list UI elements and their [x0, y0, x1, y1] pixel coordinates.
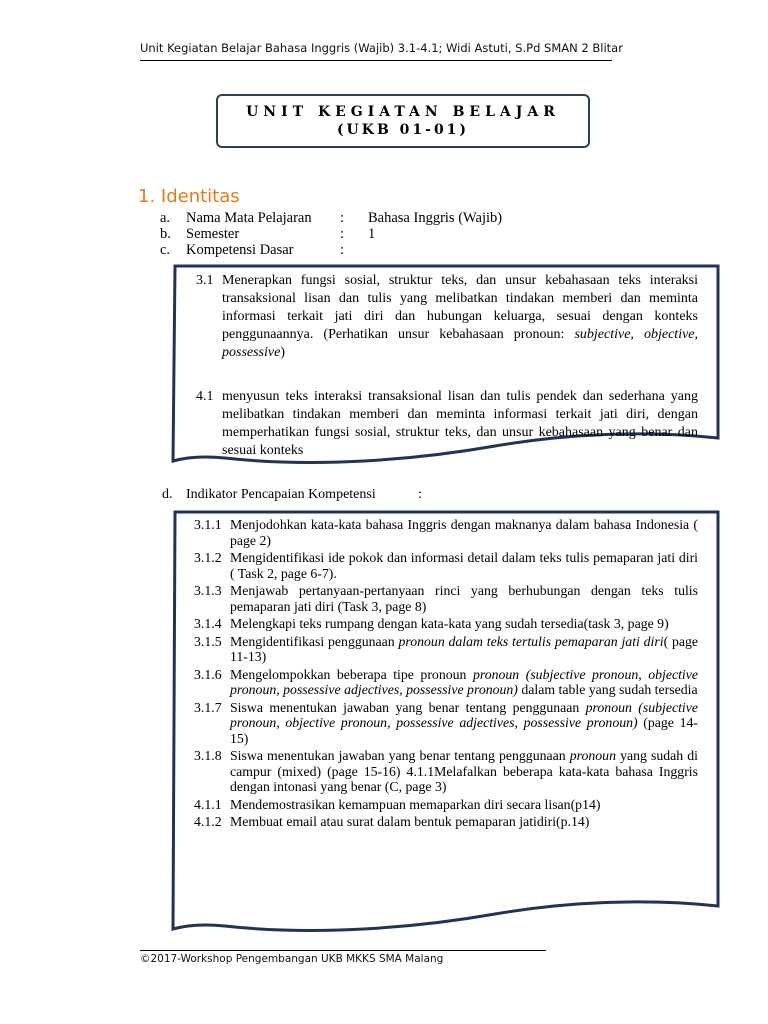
indicator-italic: pronoun (subjective pronoun, objective pronoun, possessive adjectives, possessive pronoun)	[230, 699, 699, 730]
indicator-item	[194, 517, 698, 548]
identity-colon: :	[340, 226, 345, 242]
indicator-item	[194, 700, 698, 747]
indicator-text: Mendemostrasikan kemampuan memaparkan diri secara lisan(p14)	[230, 796, 601, 812]
identity-letter: a.	[160, 210, 171, 226]
indicator-text: Siswa menentukan jawaban yang benar tentang penggunaan	[230, 748, 566, 763]
identity-row-kompetensi	[160, 242, 560, 260]
indicator-number: 3.1.1	[194, 517, 222, 532]
indicator-item	[194, 748, 698, 795]
indicator-text: Mengelompokkan beberapa tipe pronoun	[230, 666, 467, 682]
indicator-text-end: ( page 11-13)	[230, 633, 699, 664]
kd-text: Menerapkan fungsi sosial, struktur teks, dan unsur kebahasaan teks interaksi transaksional lisan dan tulis yang melibatkan tindakan memberi dan meminta informasi terkait jati diri dan hubungan keluarga, sesuai dengan konteks penggunaannya. (Perhatikan unsur kebahasaan pronoun:	[222, 273, 698, 342]
identity-label: Nama Mata Pelajaran	[186, 210, 312, 226]
kd-text-end: )	[280, 345, 285, 360]
indicator-number: 3.1.8	[194, 748, 222, 763]
indicator-italic: pronoun (subjective pronoun, objective pronoun, possessive adjectives, possessive pronoun)	[230, 666, 699, 697]
indicator-item	[194, 634, 698, 665]
identity-label: Semester	[186, 226, 240, 242]
section-heading-identitas: 1. Identitas	[138, 186, 240, 207]
indicator-item	[194, 583, 698, 614]
page-header: Unit Kegiatan Belajar Bahasa Inggris (Wajib) 3.1-4.1; Widi Astuti, S.Pd SMAN 2 Blitar	[140, 41, 612, 61]
indicator-colon: :	[418, 487, 422, 502]
indicator-text: Mengidentifikasi penggunaan	[230, 633, 395, 649]
title-line-2: (UKB 01-01)	[336, 122, 470, 138]
indicator-item	[194, 550, 698, 581]
indicator-item	[194, 814, 698, 830]
indicator-text: Menjawab pertanyaan-pertanyaan rinci yang berhubungan dengan teks tulis pemaparan jati diri (Task 3, page 8)	[230, 583, 698, 614]
indicator-text: Melengkapi teks rumpang dengan kata-kata yang sudah tersedia(task 3, page 9)	[230, 616, 669, 631]
kompetensi-dasar-box	[196, 272, 698, 474]
indicator-text: Membuat email atau surat dalam bentuk pemaparan jatidiri(p.14)	[230, 814, 590, 829]
indicator-text-end: dalam table yang sudah tersedia	[517, 682, 698, 697]
indicator-text: Siswa menentukan jawaban yang benar tentang penggunaan	[230, 699, 580, 715]
identity-letter: c.	[160, 242, 171, 258]
identity-colon: :	[340, 242, 345, 258]
indicator-number: 4.1.2	[194, 814, 222, 829]
indicator-number: 3.1.7	[194, 699, 222, 715]
kd-item-3-1	[196, 272, 698, 362]
indicator-list	[194, 517, 698, 832]
identity-letter: b.	[160, 226, 171, 242]
indicator-letter: d.	[162, 487, 173, 502]
indicator-item	[194, 797, 698, 813]
indicator-number: 3.1.2	[194, 550, 222, 565]
indicator-text-end: yang sudah di campur (mixed) (page 15-16) 4.1.1Melafalkan beberapa kata-kata bahasa Inggris dengan intonasi yang benar (C, page 3)	[230, 748, 698, 794]
identity-colon: :	[340, 210, 345, 226]
title-box	[216, 94, 590, 148]
kd-item-4-1	[196, 388, 698, 460]
identity-value: Bahasa Inggris (Wajib)	[368, 210, 503, 226]
indicator-number: 4.1.1	[194, 796, 222, 812]
indicator-text: Mengidentifikasi ide pokok dan informasi detail dalam teks tulis pemaparan jati diri ( Task 2, page 6-7).	[230, 550, 698, 581]
page-footer: ©2017-Workshop Pengembangan UKB MKKS SMA Malang	[140, 950, 546, 965]
indicator-number: 3.1.4	[194, 616, 222, 631]
indicator-text: Menjodohkan kata-kata bahasa Inggris dengan maknanya dalam bahasa Indonesia ( page 2)	[230, 517, 698, 548]
indicator-item	[194, 616, 698, 632]
indicator-italic: pronoun dalam teks tertulis pemaparan jati diri	[398, 633, 664, 649]
indicator-number: 3.1.3	[194, 583, 222, 598]
indicator-italic: pronoun	[569, 748, 616, 763]
indicator-item	[194, 667, 698, 698]
indicator-number: 3.1.6	[194, 666, 222, 682]
indicator-label: Indikator Pencapaian Kompetensi	[186, 487, 376, 502]
kd-number: 4.1	[196, 389, 214, 404]
kd-number: 3.1	[196, 273, 214, 288]
title-line-1: UNIT KEGIATAN BELAJAR	[246, 104, 560, 120]
kd-text: menyusun teks interaksi transaksional lisan dan tulis pendek dan sederhana yang melibatkan tindakan memberi dan meminta informasi terkait jati diri, dengan memperhatikan fungsi sosial, struktur teks, dan unsur kebahasaan yang benar dan sesuai konteks	[222, 389, 698, 458]
identity-label: Kompetensi Dasar	[186, 242, 294, 258]
kd-italic-text: subjective, objective, possessive	[222, 327, 699, 360]
indicator-text-end: (page 14-15)	[230, 715, 698, 746]
indicator-number: 3.1.5	[194, 633, 222, 649]
identity-value: 1	[368, 226, 376, 242]
